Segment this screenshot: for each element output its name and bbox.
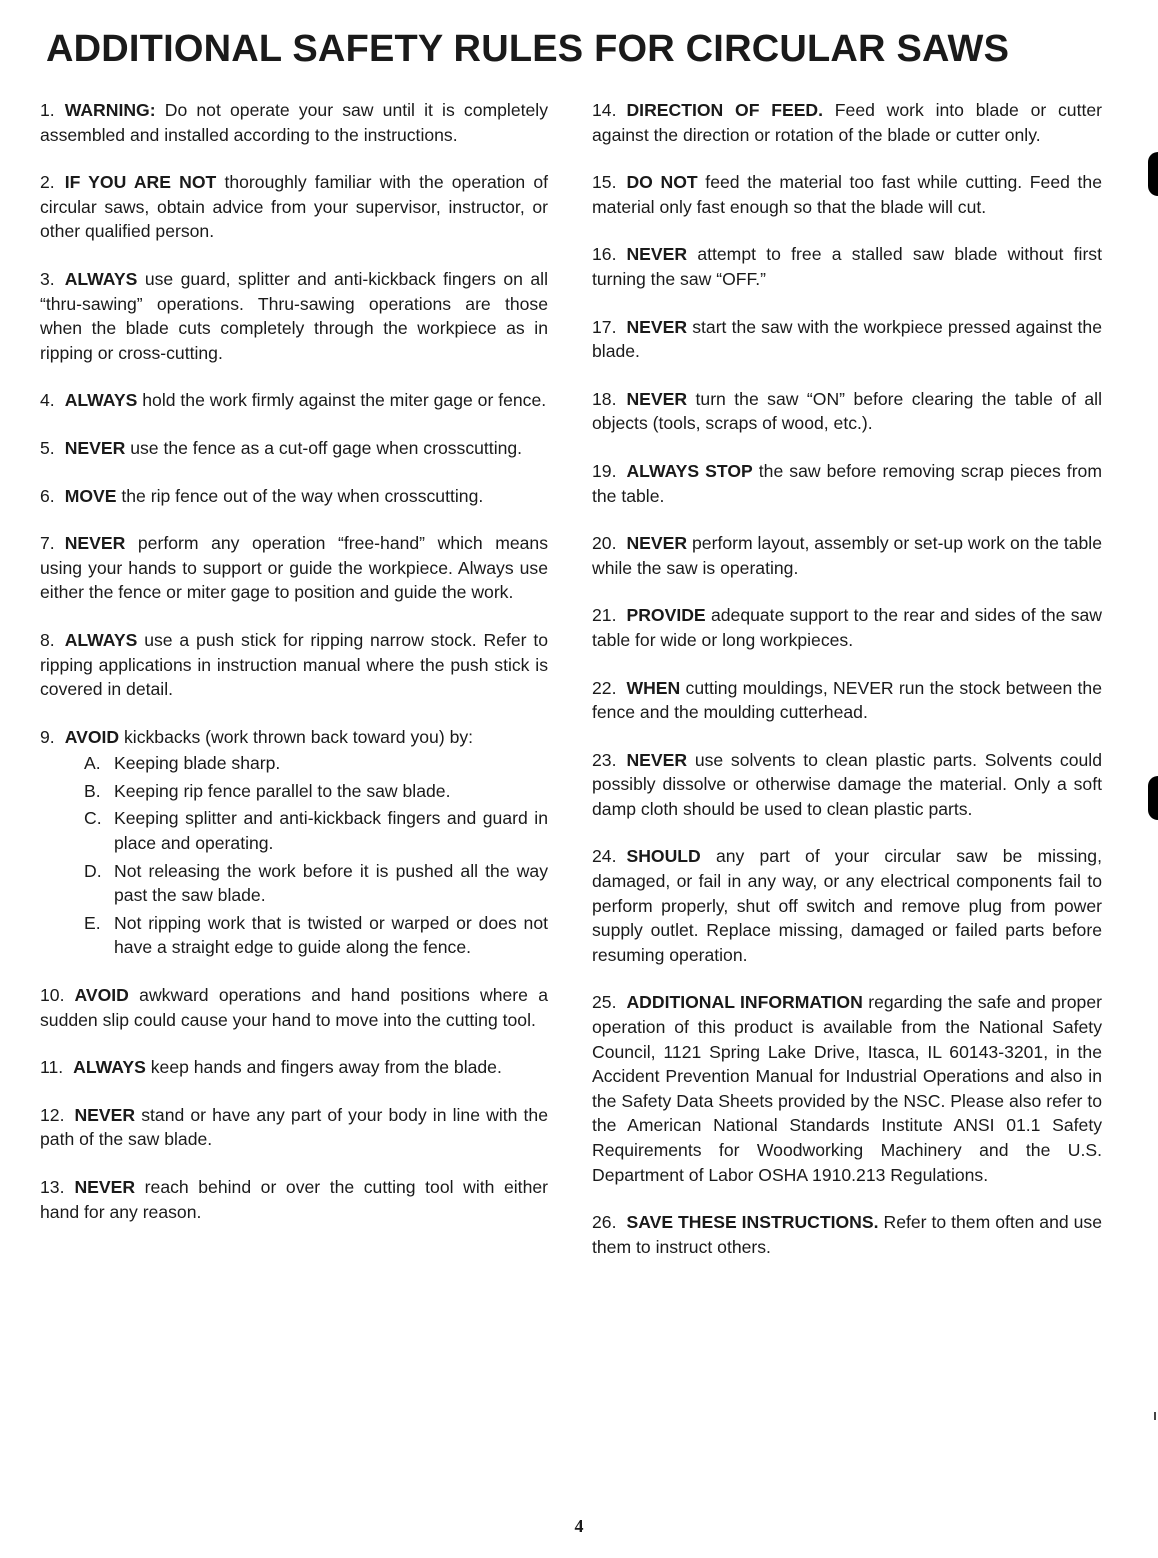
rule-number: 16. <box>592 244 617 265</box>
rule-text: use solvents to clean plastic parts. Solvents could possibly dissolve or otherwise damage the material. Only a soft damp cloth should be used to clean plastic parts. <box>592 749 1102 819</box>
sub-item <box>40 751 548 776</box>
rules-list-14-26 <box>592 98 1102 1259</box>
rule-keyword: DIRECTION OF FEED. <box>626 100 824 120</box>
rule-keyword: NEVER <box>626 388 688 409</box>
rule-text: use a push stick for ripping narrow stock. Refer to ripping applications in instruction manual where the push stick is covered in detail. <box>40 629 548 700</box>
rules-list-10-13 <box>40 983 548 1224</box>
sub-letter: D. <box>84 860 102 881</box>
page-title: ADDITIONAL SAFETY RULES FOR CIRCULAR SAWS <box>46 28 1010 70</box>
rule-number: 14. <box>592 100 617 120</box>
rule-keyword: NEVER <box>626 316 688 337</box>
rule-text: perform layout, assembly or set-up work on the table while the saw is operating. <box>592 533 1102 578</box>
rules-list-1-8 <box>40 98 548 702</box>
rule-number: 12. <box>40 1104 65 1125</box>
rule-keyword: SHOULD <box>626 846 701 867</box>
sub-item <box>40 806 548 855</box>
rule-number: 7. <box>40 533 55 554</box>
rule-number: 20. <box>592 533 617 554</box>
rule-text: use the fence as a cut-off gage when crosscutting. <box>125 437 523 458</box>
rule-text: Do not operate your saw until it is completely assembled and installed according to the instructions. <box>40 100 548 145</box>
rule-keyword: NEVER <box>64 437 126 458</box>
sub-text: Not releasing the work before it is pushed all the way past the saw blade. <box>114 860 548 906</box>
rule-number: 13. <box>40 1177 65 1197</box>
rule-17 <box>592 315 1102 364</box>
rule-text: feed the material too fast while cutting. Feed the material only fast enough so that the blade will cut. <box>592 172 1102 217</box>
rule-number: 5. <box>40 437 55 458</box>
rule-keyword: IF YOU ARE NOT <box>64 172 217 193</box>
sub-letter: B. <box>84 780 101 801</box>
rule-16 <box>592 242 1102 291</box>
rule-keyword: AVOID <box>64 726 120 747</box>
rule-keyword: ALWAYS <box>64 390 138 411</box>
rule-number: 21. <box>592 605 617 626</box>
rule-7 <box>40 531 548 605</box>
rule-text: cutting mouldings, NEVER run the stock between the fence and the moulding cutterhead. <box>592 677 1102 723</box>
rule-6 <box>40 484 548 509</box>
rule-3 <box>40 267 548 365</box>
rule-1 <box>40 98 548 147</box>
rule-keyword: ADDITIONAL INFORMATION <box>626 992 863 1013</box>
rule-19 <box>592 459 1102 508</box>
rule-text: thoroughly familiar with the operation of circular saws, obtain advice from your supervisor, instructor, or other qualified person. <box>40 172 548 242</box>
binder-hole-mark <box>1148 152 1158 196</box>
rule-keyword: NEVER <box>74 1104 136 1125</box>
sub-letter: A. <box>84 753 101 774</box>
rule-9 <box>40 725 548 960</box>
rule-24 <box>592 844 1102 967</box>
rule-number: 8. <box>40 629 55 650</box>
sub-text: Keeping blade sharp. <box>114 753 281 774</box>
rule-number: 9. <box>40 726 55 747</box>
rule-text: keep hands and fingers away from the blade. <box>145 1057 502 1078</box>
rule-23 <box>592 748 1102 822</box>
rule-text: any part of your circular saw be missing, damaged, or fail in any way, or any electrical components fail to perform properly, shut off switch and remove plug from power supply outlet. Replace missing, damaged or failed parts before resuming operation. <box>592 846 1102 965</box>
rule-text: reach behind or over the cutting tool with either hand for any reason. <box>40 1177 548 1222</box>
rule-number: 22. <box>592 677 617 698</box>
rule-13 <box>40 1175 548 1224</box>
rule-keyword: NEVER <box>74 1177 136 1197</box>
sub-item <box>40 911 548 960</box>
rule-9-sublist <box>40 751 548 960</box>
rule-keyword: WHEN <box>626 677 681 698</box>
rule-18 <box>592 387 1102 436</box>
rule-12 <box>40 1103 548 1152</box>
rule-number: 1. <box>40 100 55 120</box>
rule-keyword: ALWAYS STOP <box>626 460 753 481</box>
rule-keyword: NEVER <box>626 533 688 554</box>
rule-20 <box>592 531 1102 580</box>
rule-text: hold the work firmly against the miter gage or fence. <box>137 390 547 411</box>
rule-text: attempt to free a stalled saw blade without first turning the saw “OFF.” <box>592 244 1102 289</box>
rule-text: Feed work into blade or cutter against the direction or rotation of the blade or cutter only. <box>592 100 1102 145</box>
rule-keyword: ALWAYS <box>64 629 138 650</box>
rule-number: 4. <box>40 390 55 411</box>
rule-keyword: NEVER <box>626 244 688 265</box>
rule-number: 2. <box>40 172 55 193</box>
rule-number: 19. <box>592 460 617 481</box>
sub-text: Not ripping work that is twisted or warped or does not have a straight edge to guide along the fence. <box>114 912 548 958</box>
sub-item <box>40 859 548 908</box>
page-number: 4 <box>574 1516 584 1536</box>
rule-keyword: NEVER <box>64 533 126 554</box>
sub-text: Keeping splitter and anti-kickback fingers and guard in place and operating. <box>114 808 548 854</box>
rule-4 <box>40 388 548 413</box>
rule-text: start the saw with the workpiece pressed against the blade. <box>592 316 1102 362</box>
rule-keyword: NEVER <box>626 749 688 770</box>
sub-text: Keeping rip fence parallel to the saw blade. <box>114 780 451 801</box>
rule-2 <box>40 170 548 244</box>
rule-11 <box>40 1055 548 1080</box>
rule-keyword: WARNING: <box>64 100 156 120</box>
rule-number: 15. <box>592 172 617 193</box>
rule-keyword: SAVE THESE INSTRUCTIONS. <box>626 1212 879 1233</box>
rule-number: 23. <box>592 749 617 770</box>
rule-text: Refer to them often and use them to instruct others. <box>592 1212 1102 1257</box>
rule-26 <box>592 1210 1102 1259</box>
rule-text: regarding the safe and proper operation of this product is available from the National Safety Council, 1121 Spring Lake Drive, Itasca, IL 60143-3201, in the Accident Prevention Manual for Industrial Operations and also in the Safety Data Sheets provided by the NSC. Please also refer to the American National Standards Institute ANSI 01.1 Safety Requirements for Woodworking Machinery and the U.S. Department of Labor OSHA 1910.213 Regulations. <box>592 992 1102 1185</box>
rule-number: 3. <box>40 268 55 289</box>
rule-5 <box>40 436 548 461</box>
rule-text: kickbacks (work thrown back toward you) by: <box>119 726 474 747</box>
rule-number: 26. <box>592 1212 617 1233</box>
binder-hole-mark <box>1148 776 1158 820</box>
rule-text: perform any operation “free-hand” which means using your hands to support or guide the workpiece. Always use either the fence or miter gage to position and guide the work. <box>40 533 548 603</box>
rule-keyword: PROVIDE <box>626 605 706 626</box>
edge-mark <box>1154 1412 1156 1420</box>
rule-number: 24. <box>592 846 617 867</box>
sub-item <box>40 779 548 804</box>
rule-keyword: AVOID <box>74 985 129 1006</box>
rule-number: 25. <box>592 992 617 1013</box>
rule-8 <box>40 628 548 702</box>
rule-10 <box>40 983 548 1032</box>
sub-letter: C. <box>84 808 102 829</box>
rule-keyword: ALWAYS <box>73 1057 146 1078</box>
rule-number: 17. <box>592 316 617 337</box>
rule-14 <box>592 98 1102 147</box>
rule-25 <box>592 990 1102 1187</box>
rule-text: the saw before removing scrap pieces from the table. <box>592 460 1102 506</box>
rule-keyword: MOVE <box>64 485 117 506</box>
rule-22 <box>592 676 1102 725</box>
rule-keyword: DO NOT <box>626 172 698 193</box>
rule-number: 11. <box>40 1057 64 1078</box>
rule-keyword: ALWAYS <box>64 268 138 289</box>
rule-number: 10. <box>40 985 65 1006</box>
rule-number: 18. <box>592 388 617 409</box>
sub-letter: E. <box>84 912 101 933</box>
rule-text: the rip fence out of the way when crosscutting. <box>116 485 484 506</box>
right-column <box>592 98 1102 1282</box>
rule-text: stand or have any part of your body in line with the path of the saw blade. <box>40 1104 548 1150</box>
rule-15 <box>592 170 1102 219</box>
rule-text: turn the saw “ON” before clearing the table of all objects (tools, scraps of wood, etc.). <box>592 388 1102 434</box>
rule-21 <box>592 603 1102 652</box>
rule-text: adequate support to the rear and sides of the saw table for wide or long workpieces. <box>592 605 1102 650</box>
rule-number: 6. <box>40 485 55 506</box>
left-column <box>40 98 548 1247</box>
rule-text: use guard, splitter and anti-kickback fingers on all “thru-sawing” operations. Thru-sawing operations are those when the blade cuts completely through the workpiece as in ripping or cross-cutting. <box>40 268 548 363</box>
rule-text: awkward operations and hand positions where a sudden slip could cause your hand to move into the cutting tool. <box>40 985 548 1030</box>
